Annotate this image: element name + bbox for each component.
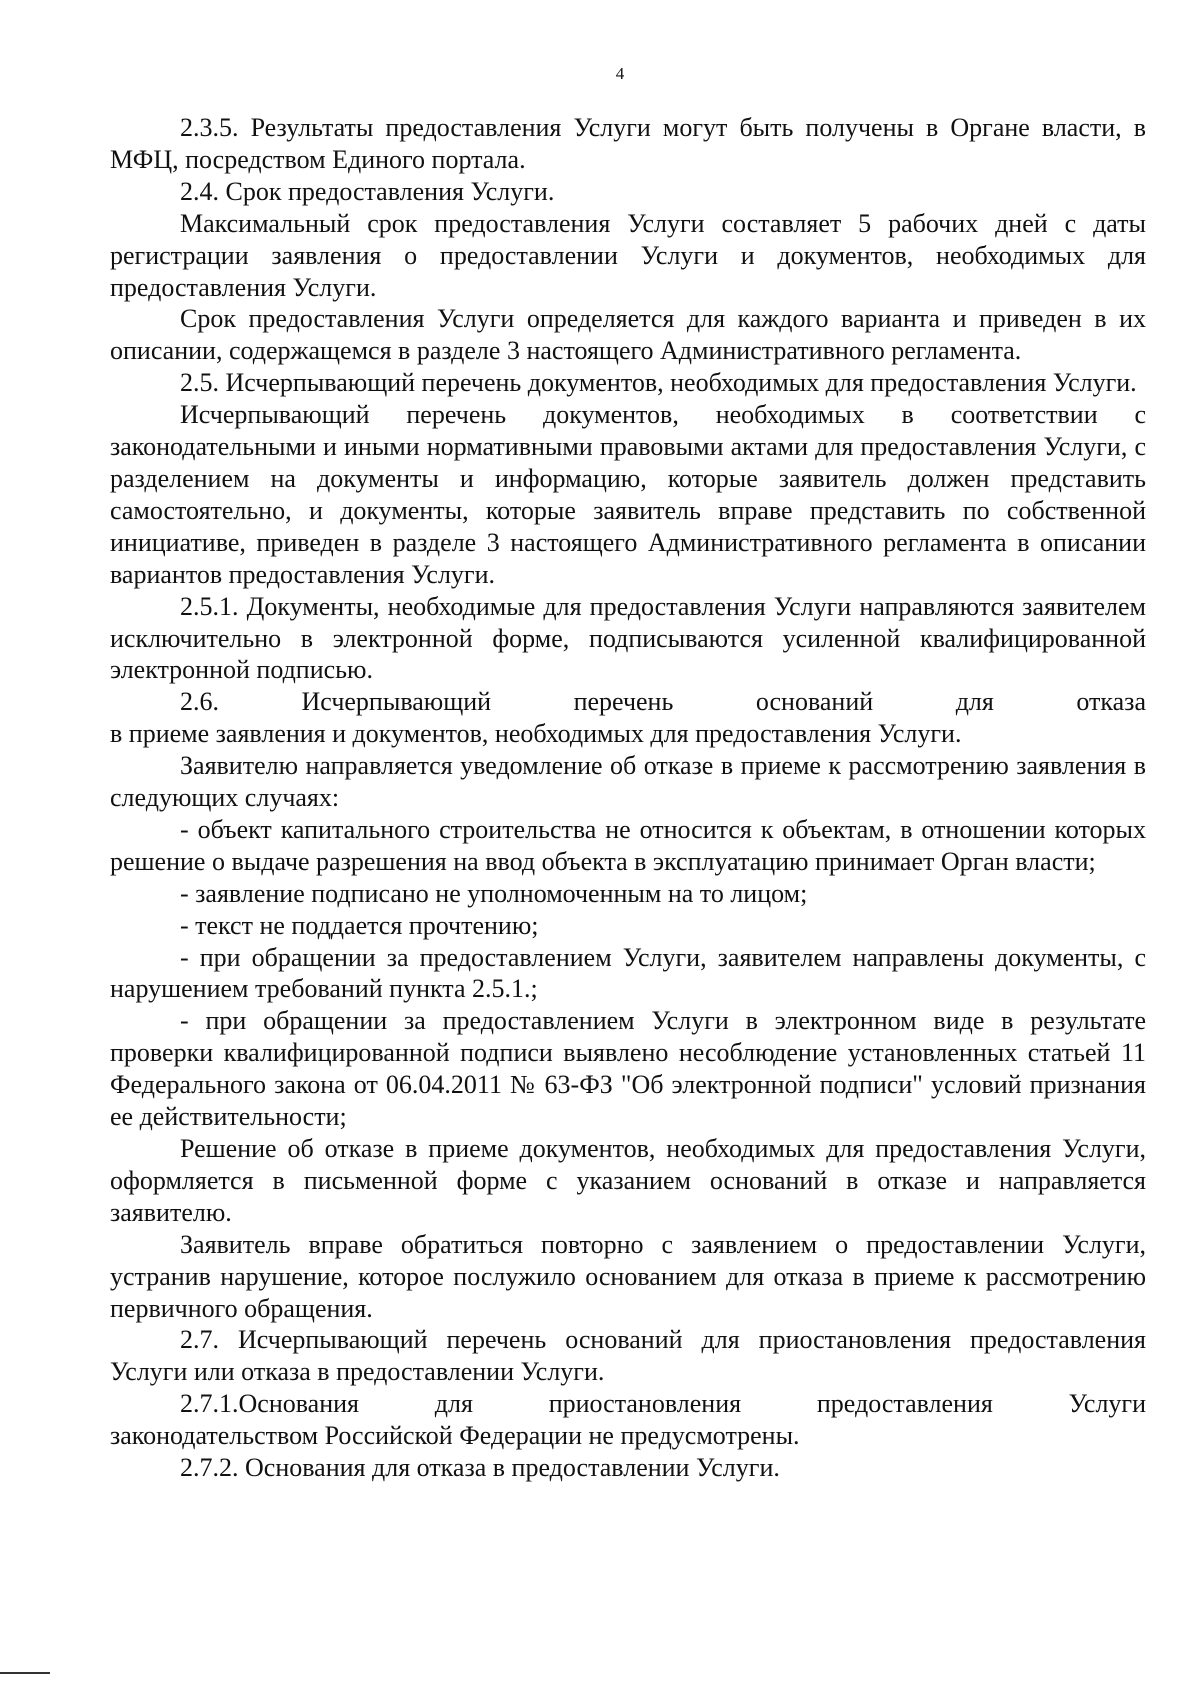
list-item-unreadable: - текст не поддается прочтению; xyxy=(180,910,539,940)
list-item-violation: - при обращении за предоставлением Услуги, заявителем направлены документы, с нарушением требований пункта 2.5.1.; xyxy=(110,942,1146,1004)
paragraph-refusal-decision: Решение об отказе в приеме документов, необходимых для предоставления Услуги, оформляется в письменной форме с указанием оснований в отказе и направляется заявителю. xyxy=(110,1134,1146,1227)
paragraph-2-7-1-line1: 2.7.1.Основания для приостановления предоставления Услуги xyxy=(180,1389,1146,1419)
list-item-signed: - заявление подписано не уполномоченным на то лицом; xyxy=(180,878,808,908)
paragraph-documents-list: Исчерпывающий перечень документов, необходимых в соответствии с законодательными и иными нормативными правовыми актами для предоставления Услуги, с разделением на документы и информацию, которые заявитель должен представить самостоятельно, и документы, которые заявитель вправе представить по собственной инициативе, приведен в разделе 3 настоящего Административного регламента в описании вариантов предоставления Услуги. xyxy=(110,400,1146,589)
document-body xyxy=(110,112,1146,1484)
paragraph-refusal-notice: Заявителю направляется уведомление об отказе в приеме к рассмотрению заявления в следующих случаях: xyxy=(110,751,1146,813)
page-number: 4 xyxy=(615,64,625,83)
paragraph-2-5-1: 2.5.1. Документы, необходимые для предоставления Услуги направляются заявителем исключительно в электронной форме, подписываются усиленной квалифицированной электронной подписью. xyxy=(110,591,1146,685)
heading-2-6-line1: 2.6. Исчерпывающий перечень оснований для отказа xyxy=(180,687,1146,717)
heading-2-7: 2.7. Исчерпывающий перечень оснований для приостановления предоставления Услуги или отказа в предоставлении Услуги. xyxy=(110,1325,1146,1387)
heading-2-7-2: 2.7.2. Основания для отказа в предоставлении Услуги. xyxy=(180,1453,780,1483)
heading-2-5: 2.5. Исчерпывающий перечень документов, необходимых для предоставления Услуги. xyxy=(180,368,1137,398)
heading-2-4: 2.4. Срок предоставления Услуги. xyxy=(180,176,555,206)
paragraph-max-term: Максимальный срок предоставления Услуги составляет 5 рабочих дней с даты регистрации заявления о предоставлении Услуги и документов, необходимых для предоставления Услуги. xyxy=(110,208,1146,302)
paragraph-2-3-5: 2.3.5. Результаты предоставления Услуги могут быть получены в Органе власти, в МФЦ, посредством Единого портала. xyxy=(110,113,1146,174)
scan-edge-mark xyxy=(0,1672,50,1674)
paragraph-term-variant: Срок предоставления Услуги определяется для каждого варианта и приведен в их описании, содержащемся в разделе 3 настоящего Административного регламента. xyxy=(110,304,1146,366)
paragraph-repeat-application: Заявитель вправе обратиться повторно с заявлением о предоставлении Услуги, устранив нарушение, которое послужило основанием для отказа в приеме к рассмотрению первичного обращения. xyxy=(110,1229,1146,1323)
paragraph-2-7-1-line2: законодательством Российской Федерации не предусмотрены. xyxy=(110,1421,800,1451)
list-item-signature-check: - при обращении за предоставлением Услуги в электронном виде в результате проверки квалифицированной подписи выявлено несоблюдение установленных статьей 11 Федерального закона от 06.04.2011 № 63-ФЗ "Об электронной подписи" условий признания ее действительности; xyxy=(110,1006,1146,1132)
list-item-object: - объект капитального строительства не относится к объектам, в отношении которых решение о выдаче разрешения на ввод объекта в эксплуатацию принимает Орган власти; xyxy=(110,814,1146,876)
heading-2-6-line2: в приеме заявления и документов, необходимых для предоставления Услуги. xyxy=(110,719,962,749)
